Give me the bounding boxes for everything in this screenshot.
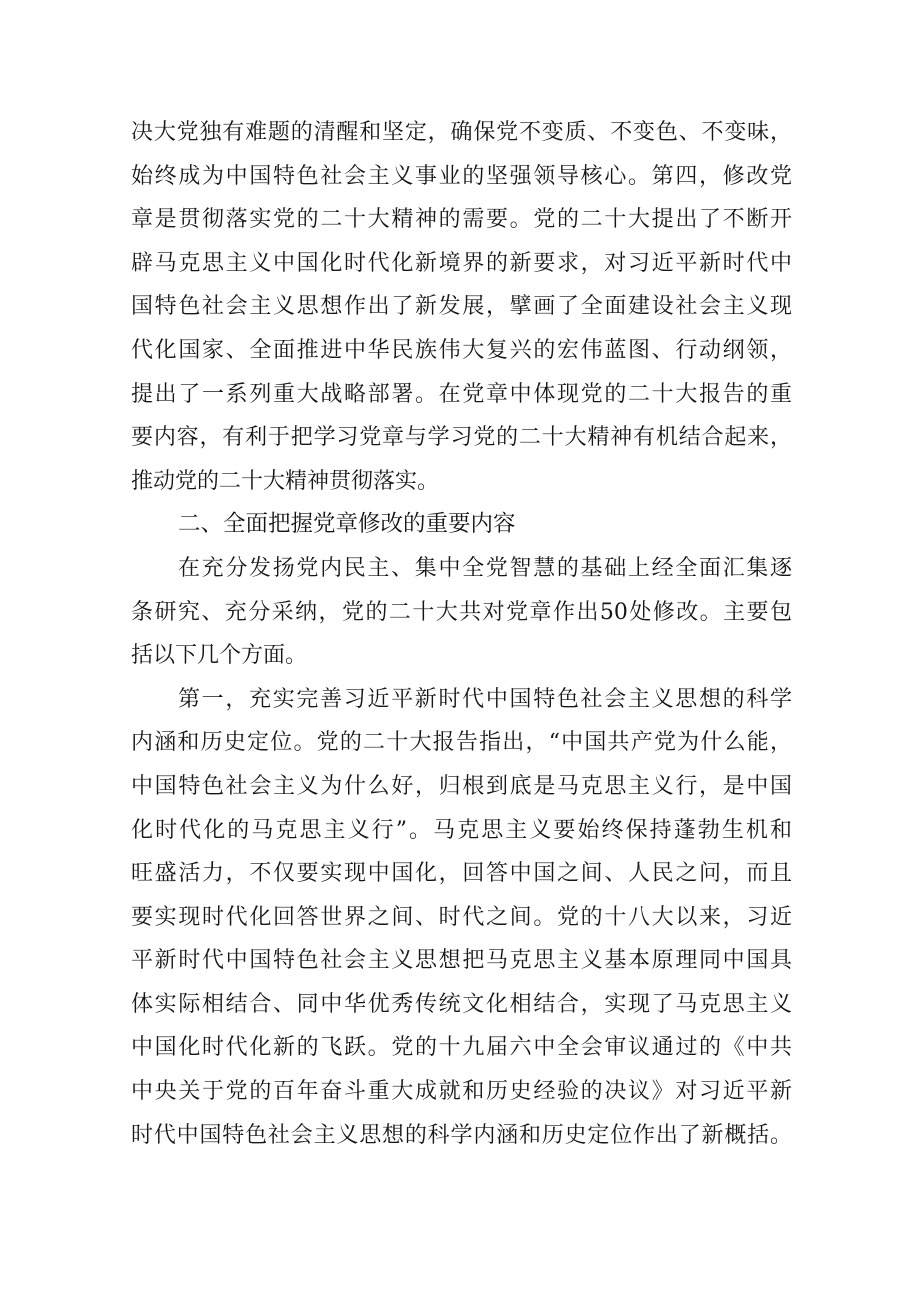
text-line: 国特色社会主义思想作出了新发展，擘画了全面建设社会主义现 xyxy=(131,294,792,320)
text-line: 代化国家、全面推进中华民族伟大复兴的宏伟蓝图、行动纲领， xyxy=(131,337,792,363)
text-line: 内涵和历史定位。党的二十大报告指出，“中国共产党为什么能， xyxy=(131,730,792,756)
text-line: 中央关于党的百年奋斗重大成就和历史经验的决议》对习近平新 xyxy=(131,1079,792,1105)
paragraph-first-point xyxy=(131,678,792,1158)
text-line: 平新时代中国特色社会主义思想把马克思主义基本原理同中国具 xyxy=(131,948,792,974)
text-line: 要实现时代化回答世界之间、时代之间。党的十八大以来，习近 xyxy=(131,904,792,930)
text-line: 中国化时代化新的飞跃。党的十九届六中全会审议通过的《中共 xyxy=(131,1035,792,1061)
text-line: 化时代化的马克思主义行”。马克思主义要始终保持蓬勃生机和 xyxy=(131,817,792,843)
text-line: 推动党的二十大精神贯彻落实。 xyxy=(131,468,440,494)
text-line: 条研究、充分采纳，党的二十大共对党章作出50处修改。主要包 xyxy=(131,599,792,625)
text-line: 在充分发扬党内民主、集中全党智慧的基础上经全面汇集逐 xyxy=(178,555,792,581)
text-line: 括以下几个方面。 xyxy=(131,643,308,669)
text-line: 第一，充实完善习近平新时代中国特色社会主义思想的科学 xyxy=(178,686,792,712)
text-line: 辟马克思主义中国化时代化新境界的新要求，对习近平新时代中 xyxy=(131,250,792,276)
document-body xyxy=(131,111,792,1157)
paragraph-overview xyxy=(131,547,792,678)
text-line: 始终成为中国特色社会主义事业的坚强领导核心。第四，修改党 xyxy=(131,163,792,189)
text-line: 章是贯彻落实党的二十大精神的需要。党的二十大提出了不断开 xyxy=(131,207,792,233)
text-line: 时代中国特色社会主义思想的科学内涵和历史定位作出了新概括。 xyxy=(131,1122,792,1148)
text-line: 中国特色社会主义为什么好，归根到底是马克思主义行，是中国 xyxy=(131,773,792,799)
section-heading: 二、全面把握党章修改的重要内容 xyxy=(178,511,516,538)
text-line: 体实际相结合、同中华优秀传统文化相结合，实现了马克思主义 xyxy=(131,991,792,1017)
text-line: 决大党独有难题的清醒和坚定，确保党不变质、不变色、不变味， xyxy=(131,120,792,145)
paragraph-intro xyxy=(131,111,792,503)
text-line: 提出了一系列重大战略部署。在党章中体现党的二十大报告的重 xyxy=(131,381,792,407)
text-line: 要内容，有利于把学习党章与学习党的二十大精神有机结合起来， xyxy=(131,425,792,451)
text-line: 旺盛活力，不仅要实现中国化，回答中国之间、人民之问，而且 xyxy=(131,861,792,887)
